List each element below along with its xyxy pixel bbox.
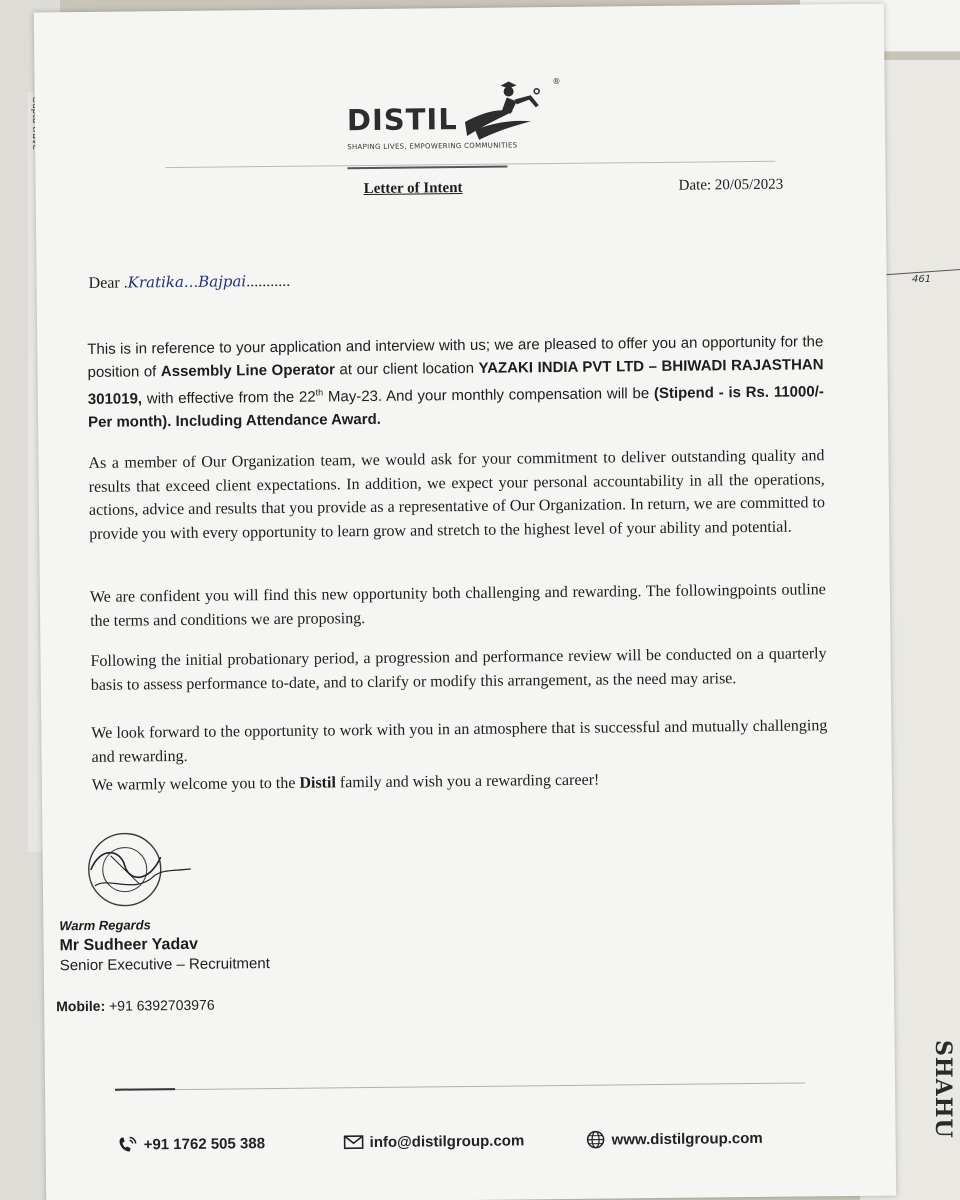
offer-location: YAZAKI INDIA PVT LTD – BHIWADI RAJASTHAN 301019, — [87, 356, 824, 408]
letter-sheet — [34, 4, 896, 1200]
signer-name: Mr Sudheer Yadav — [59, 935, 199, 955]
offer-text-3: with effective from the 22 — [141, 388, 316, 408]
company-logo — [346, 77, 562, 159]
footer-email — [344, 1131, 525, 1151]
salutation-text: Dear . — [88, 274, 128, 292]
signature-block — [59, 916, 270, 974]
closing-regards: Warm Regards — [59, 917, 151, 934]
footer-rule-accent — [115, 1088, 175, 1091]
offer-date-suffix: th — [315, 387, 324, 398]
phone-icon — [118, 1135, 138, 1153]
paragraph-look-forward: We look forward to the opportunity to work with you in an atmosphere that is successful and mutually challenging and rewarding. — [91, 717, 828, 766]
salutation-dots: ........... — [246, 272, 291, 291]
letter-date: Date: 20/05/2023 — [678, 176, 784, 194]
signer-role: Senior Executive – Recruitment — [59, 955, 270, 975]
mobile-value: +91 6392703976 — [105, 996, 215, 1014]
welcome-text-1: We warmly welcome you to the — [91, 774, 300, 794]
welcome-company: Distil — [299, 774, 336, 792]
signer-mobile — [56, 997, 215, 1015]
salutation — [89, 272, 291, 293]
offer-compensation: (Stipend - is Rs. 11000/- Per month). Including Attendance Award. — [87, 383, 824, 431]
graduate-figure-icon — [460, 77, 561, 142]
offer-text-1: This is in reference to your application and interview with us; we are pleased to offer you an opportunity for the position of — [87, 333, 824, 381]
letter-title: Letter of Intent — [363, 180, 463, 198]
globe-icon — [586, 1131, 606, 1149]
footer-website — [586, 1129, 763, 1149]
footer-phone — [118, 1134, 266, 1154]
paragraph-commitment: As a member of Our Organization team, we would ask for your commitment to deliver outstanding quality and results that exceed client expectations. In addition, we expect your personal accountability in all the operations, actions, advice and results that you provide as a representative of Our Organization. In return, we are committed to provide you with every opportunity to learn grow and stretch to the highest level of your ability and potential. — [88, 447, 826, 543]
offer-text-4: May-23. And your monthly compensation will be — [323, 385, 654, 406]
paragraph-confidence: We are confident you will find this new opportunity both challenging and rewarding. The followingpoints outline the terms and conditions we are proposing. — [89, 581, 826, 630]
footer-email-text: info@distilgroup.com — [369, 1131, 525, 1151]
welcome-text-2: family and wish you a rewarding career! — [335, 771, 600, 792]
logo-word: DISTIL — [346, 102, 458, 138]
right-edge-text: SHAHU — [930, 1040, 956, 1139]
envelope-icon — [344, 1133, 364, 1151]
footer-rule — [115, 1082, 805, 1090]
header-rule-accent — [347, 166, 507, 170]
paragraph-welcome — [92, 766, 828, 797]
corner-form-text: 461 — [912, 274, 932, 285]
paragraph-probation: Following the initial probationary period, a progression and performance review will be conducted on a quarterly basis to assess performance to-date, and to clarify or modify this arrangement, as the need may arise. — [90, 645, 827, 694]
offer-position: Assembly Line Operator — [160, 361, 336, 381]
footer-website-text: www.distilgroup.com — [611, 1129, 763, 1148]
logo-tagline: SHAPING LIVES, EMPOWERING COMMUNITIES — [347, 141, 518, 152]
recipient-name: Kratika...Bajpai — [127, 272, 247, 292]
company-seal-stamp — [64, 825, 195, 916]
footer-phone-text: +91 1762 505 388 — [143, 1134, 266, 1153]
paragraph-offer — [87, 330, 824, 434]
registered-mark: ® — [552, 76, 561, 87]
mobile-label: Mobile: — [56, 997, 106, 1015]
offer-text-2: at our client location — [334, 359, 479, 379]
